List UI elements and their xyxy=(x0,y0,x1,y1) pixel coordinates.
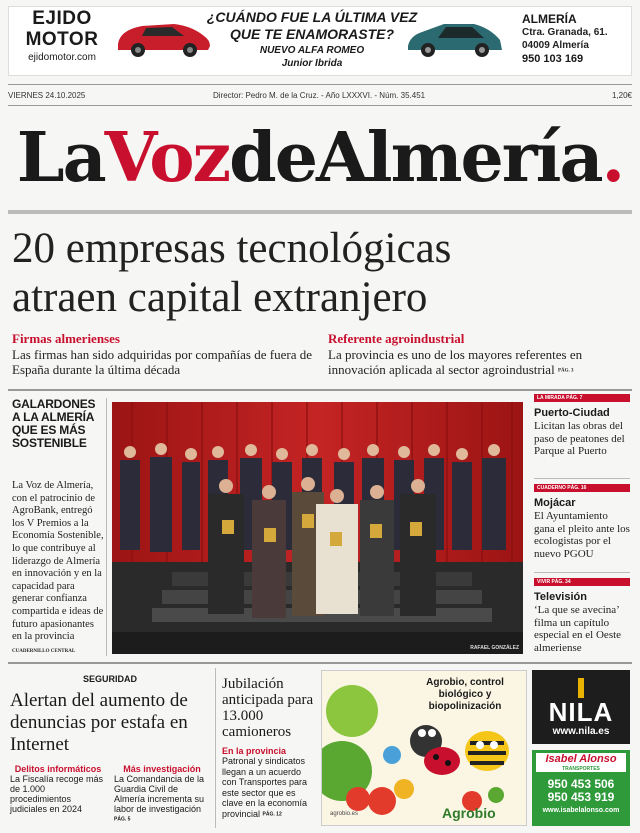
brief-3-text: ‘La que se avecina’ filma un capítulo especial en el Oeste almeriense xyxy=(534,604,622,654)
red-car-image xyxy=(112,14,214,58)
issue-date: VIERNES 24.10.2025 xyxy=(8,91,86,100)
teal-car-image xyxy=(404,14,506,58)
sub-2-text-wrap xyxy=(114,774,210,825)
jubilacion-text: Patronal y sindicatos llegan a un acuerdo con Transportes para este sector que es clave en la economía provincial xyxy=(222,756,308,819)
masthead-la: La xyxy=(16,118,105,198)
masthead-dot: . xyxy=(601,118,624,198)
isabel-url: www.isabelalonso.com xyxy=(542,807,620,814)
sub-1-text: La Fiscalía recoge más de 1.000 procedimientos judiciales en 2024 xyxy=(10,774,104,814)
brand-line-1: EJIDO xyxy=(32,8,92,29)
brief-3-tag: VIVIR PÁG. 34 xyxy=(534,578,630,586)
right-kicker: Referente agroindustrial xyxy=(328,331,465,346)
sub-1-kicker: Delitos informáticos xyxy=(14,764,102,774)
masthead-rule xyxy=(8,210,632,214)
right-page-ref: PÁG. 3 xyxy=(557,368,574,374)
dealer-phone: 950 103 169 xyxy=(522,53,584,65)
dealer-address-2: 04009 Almería xyxy=(522,40,589,51)
sub-2-kicker: Más investigación xyxy=(123,764,201,774)
seguridad-story[interactable] xyxy=(10,674,210,825)
ejido-motor-logo[interactable] xyxy=(16,8,108,63)
column-rule xyxy=(215,668,216,828)
galardones-body xyxy=(12,480,104,658)
photo-illustration xyxy=(112,402,523,654)
ad-model-sub: Junior Ibrida xyxy=(281,58,343,69)
headline-line-2: atraen capital extranjero xyxy=(12,274,428,321)
headline-sub-left[interactable] xyxy=(12,331,312,377)
seguridad-sub-2 xyxy=(114,764,210,825)
agrobio-logo: Agrobio xyxy=(442,805,496,821)
galardones-body-text: La Voz de Almería, con el patrocinio de AgroBank, entregó los V Premios a la Economía Sostenible, lo que contribuye al liderazgo de Almería en innovación y en la capacidad para generar confianza compartida e ideas de futuro apasionantes en la provincia xyxy=(12,480,104,643)
main-headline[interactable] xyxy=(12,224,628,322)
masthead-voz: Voz xyxy=(104,118,230,198)
masthead[interactable] xyxy=(8,114,632,202)
agrobio-advertisement[interactable] xyxy=(321,670,527,826)
masthead-almeria: Almería xyxy=(315,118,602,198)
nila-advertisement[interactable] xyxy=(532,670,630,744)
brief-1-tag: LA MIRADA PÁG. 7 xyxy=(534,394,630,402)
left-kicker: Firmas almerienses xyxy=(12,331,120,346)
nila-url: www.nila.es xyxy=(552,726,610,737)
ad-question xyxy=(200,9,424,69)
isabel-name: Isabel Alonso xyxy=(536,753,626,766)
column-rule xyxy=(106,398,107,656)
brief-3-head: Televisión xyxy=(534,591,587,603)
isabel-phone-1: 950 453 506 xyxy=(547,777,615,791)
seguridad-kicker: SEGURIDAD xyxy=(82,674,137,684)
jubilacion-kicker: En la provincia xyxy=(222,746,287,756)
ad-model: NUEVO ALFA ROMEO xyxy=(259,45,365,56)
jubilacion-text-wrap xyxy=(222,756,314,819)
seguridad-sub-1 xyxy=(10,764,106,825)
headline-sub-right[interactable] xyxy=(328,331,628,379)
nila-logo-mark xyxy=(578,678,584,698)
nila-name: NILA xyxy=(548,697,614,727)
ad-question-text: ¿CUÁNDO FUE LA ÚLTIMA VEZ QUE TE ENAMORASTE? xyxy=(206,9,418,42)
isabel-alonso-advertisement[interactable] xyxy=(532,750,630,826)
brief-1-head: Puerto-Ciudad xyxy=(534,407,610,419)
agrobio-tagline: Agrobio, control biológico y biopolinización xyxy=(426,677,504,712)
galardones-page-ref: CUADERNILLO CENTRAL xyxy=(12,648,76,654)
photo-credit: RAFAEL GONZÁLEZ xyxy=(470,645,519,651)
brief-2-tag: CUADERNO PÁG. 16 xyxy=(534,484,630,492)
brief-television[interactable] xyxy=(534,578,630,654)
jubilacion-story[interactable] xyxy=(222,676,314,819)
seguridad-headline: Alertan del aumento de denuncias por estafa en Internet xyxy=(10,690,188,755)
dealer-city: ALMERÍA xyxy=(522,12,577,26)
headline-line-1: 20 empresas tecnológicas xyxy=(12,225,452,272)
brief-1-text: Licitan las obras del paso de peatones del Parque al Puerto xyxy=(534,420,625,458)
brief-2-text: El Ayuntamiento gana el pleito ante los ecologistas por el nuevo PGOU xyxy=(534,510,630,560)
sub-2-text: La Comandancia de la Guardia Civil de Almería incrementa su labor de investigación xyxy=(114,774,205,814)
brief-mojacar[interactable] xyxy=(534,484,630,560)
galardones-story[interactable] xyxy=(12,398,104,658)
brief-divider xyxy=(534,478,630,479)
section-divider xyxy=(8,662,632,664)
section-divider xyxy=(8,389,632,391)
brief-divider xyxy=(534,572,630,573)
jubilacion-headline: Jubilación anticipada para 13.000 camioneros xyxy=(222,676,314,740)
agrobio-url: agrobio.es xyxy=(330,811,359,817)
brand-url: ejidomotor.com xyxy=(28,52,96,63)
sub-2-page: PÁG. 5 xyxy=(114,816,131,823)
dealer-address xyxy=(522,12,632,65)
masthead-de: de xyxy=(229,118,316,198)
right-deck xyxy=(328,347,628,379)
price: 1,20€ xyxy=(611,91,632,100)
isabel-phone-2: 950 453 919 xyxy=(547,790,615,804)
director-line: Director: Pedro M. de la Cruz. - Año LXXXVI. - Núm. 35.451 xyxy=(213,91,426,100)
brief-puerto[interactable] xyxy=(534,394,630,458)
left-deck: Las firmas han sido adquiridas por compañías de fuera de España durante la última década xyxy=(12,347,312,377)
galardones-title: GALARDONES A LA ALMERÍA QUE ES MÁS SOSTENIBLE xyxy=(12,397,96,450)
brief-2-head: Mojácar xyxy=(534,497,576,509)
award-group-photo[interactable] xyxy=(112,402,523,654)
dateline xyxy=(8,84,632,106)
right-deck-text: La provincia es uno de los mayores referentes en innovación aplicada al sector agroindustrial xyxy=(328,347,583,377)
brand-line-2: MOTOR xyxy=(25,29,99,50)
jubilacion-page: PÁG. 12 xyxy=(262,810,282,817)
dealer-address-1: Ctra. Granada, 61. xyxy=(522,27,608,38)
isabel-sub: TRANSPORTES xyxy=(536,766,626,772)
